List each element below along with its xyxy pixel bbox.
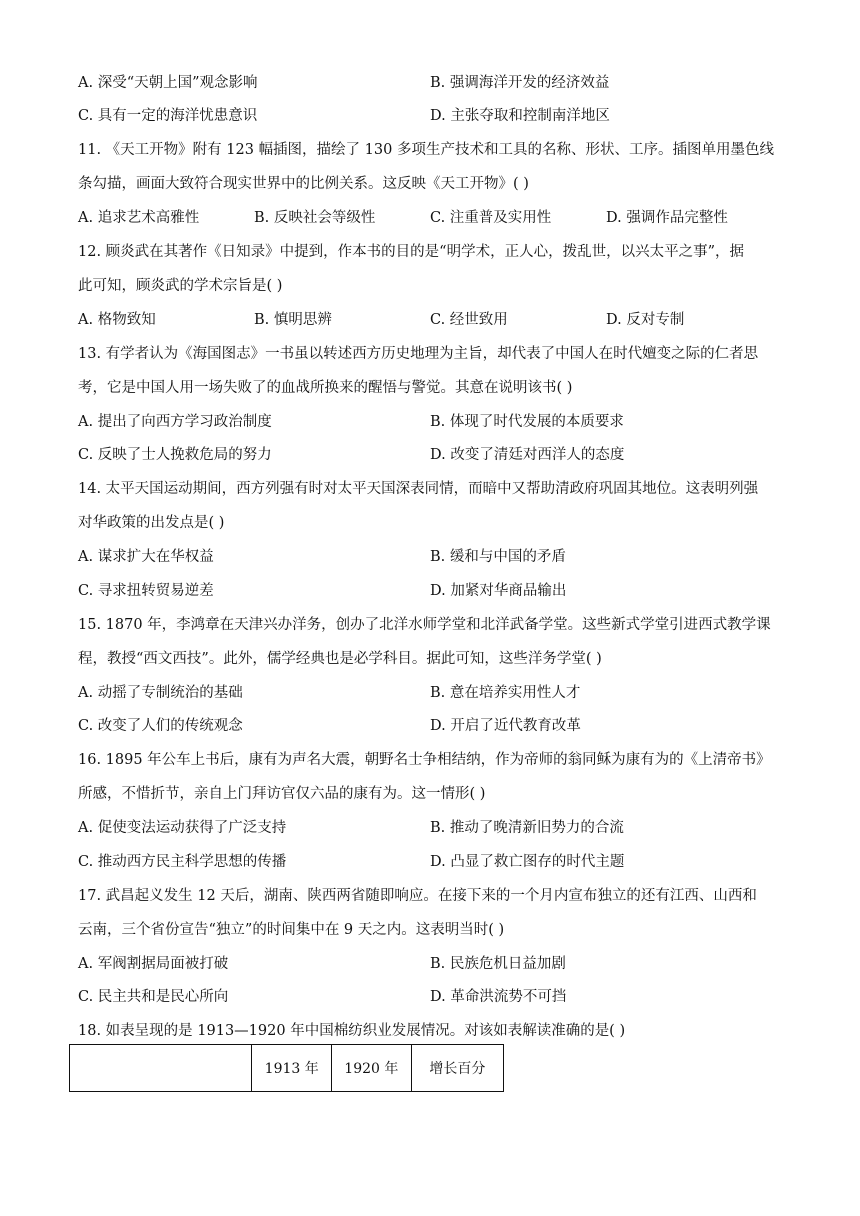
q11-option-d: D. 强调作品完整性 xyxy=(606,210,728,226)
q17-stem-line1: 17. 武昌起义发生 12 天后，湖南、陕西两省随即响应。在接下来的一个月内宣布独立的还有江西、山西和 xyxy=(78,888,757,904)
q15-option-b: B. 意在培养实用性人才 xyxy=(430,685,581,701)
q14-option-b: B. 缓和与中国的矛盾 xyxy=(430,549,566,565)
q16-option-b: B. 推动了晚清新旧势力的合流 xyxy=(430,820,624,836)
q13-stem-line2: 考，它是中国人用一场失败了的血战所换来的醒悟与警觉。其意在说明该书( ) xyxy=(78,380,573,396)
q11-options xyxy=(0,208,860,228)
q17-stem-line2: 云南，三个省份宣告“独立”的时间集中在 9 天之内。这表明当时( ) xyxy=(78,922,505,938)
cotton-industry-table xyxy=(69,1044,504,1092)
q17-option-a: A. 军阀割据局面被打破 xyxy=(78,956,229,972)
q12-option-d: D. 反对专制 xyxy=(606,312,685,328)
q16-option-c: C. 推动西方民主科学思想的传播 xyxy=(78,854,287,870)
q14-stem-line1: 14. 太平天国运动期间，西方列强有时对太平天国深表同情，而暗中又帮助清政府巩固其地位。这表明列强 xyxy=(78,481,759,497)
q13-stem-line1: 13. 有学者认为《海国图志》一书虽以转述西方历史地理为主旨，却代表了中国人在时代嬗变之际的仁者思 xyxy=(78,346,759,362)
table-header-1920: 1920 年 xyxy=(332,1045,412,1092)
table-header-growth: 增长百分 xyxy=(411,1045,503,1092)
q12-option-c: C. 经世致用 xyxy=(430,312,508,328)
q13-option-a: A. 提出了向西方学习政治制度 xyxy=(78,414,272,430)
q12-option-a: A. 格物致知 xyxy=(78,312,156,328)
q10-option-d: D. 主张夺取和控制南洋地区 xyxy=(430,108,610,124)
q15-option-c: C. 改变了人们的传统观念 xyxy=(78,718,243,734)
q15-stem-line1: 15. 1870 年，李鸿章在天津兴办洋务，创办了北洋水师学堂和北洋武备学堂。这些新式学堂引进西式教学课 xyxy=(78,617,771,633)
q16-stem-line1: 16. 1895 年公车上书后，康有为声名大震，朝野名士争相结纳，作为帝师的翁同稣为康有为的《上清帝书》 xyxy=(78,752,771,768)
q12-stem-line1: 12. 顾炎武在其著作《日知录》中提到，作本书的目的是“明学术，正人心，拨乱世，以兴太平之事”，据 xyxy=(78,244,744,260)
q13-option-c: C. 反映了士人挽救危局的努力 xyxy=(78,447,272,463)
q14-option-a: A. 谋求扩大在华权益 xyxy=(78,549,214,565)
q10-option-a: A. 深受“天朝上国”观念影响 xyxy=(78,75,258,91)
q16-option-d: D. 凸显了救亡图存的时代主题 xyxy=(430,854,625,870)
q12-stem-line2: 此可知，顾炎武的学术宗旨是( ) xyxy=(78,278,283,294)
q17-option-d: D. 革命洪流势不可挡 xyxy=(430,989,567,1005)
q14-option-c: C. 寻求扭转贸易逆差 xyxy=(78,583,214,599)
q14-option-d: D. 加紧对华商品输出 xyxy=(430,583,567,599)
q11-stem-line2: 条勾描，画面大致符合现实世界中的比例关系。这反映《天工开物》( ) xyxy=(78,176,529,192)
q14-stem-line2: 对华政策的出发点是( ) xyxy=(78,515,225,531)
table-header-1913: 1913 年 xyxy=(252,1045,332,1092)
q16-stem-line2: 所感，不惜折节，亲自上门拜访官仅六品的康有为。这一情形( ) xyxy=(78,786,486,802)
q17-option-c: C. 民主共和是民心所向 xyxy=(78,989,229,1005)
q13-option-b: B. 体现了时代发展的本质要求 xyxy=(430,414,624,430)
q15-stem-line2: 程，教授“西文西技”。此外，儒学经典也是必学科目。据此可知，这些洋务学堂( ) xyxy=(78,651,602,667)
table-header-empty xyxy=(70,1045,252,1092)
table-header-row xyxy=(70,1045,504,1092)
q11-option-c: C. 注重普及实用性 xyxy=(430,210,552,226)
q15-option-a: A. 动摇了专制统治的基础 xyxy=(78,685,243,701)
q13-option-d: D. 改变了清廷对西洋人的态度 xyxy=(430,447,625,463)
q12-options xyxy=(0,310,860,330)
q10-option-c: C. 具有一定的海洋忧患意识 xyxy=(78,108,258,124)
q18-stem: 18. 如表呈现的是 1913—1920 年中国棉纺织业发展情况。对该如表解读准确的是( ) xyxy=(78,1023,626,1039)
q12-option-b: B. 慎明思辨 xyxy=(254,312,332,328)
q11-option-a: A. 追求艺术高雅性 xyxy=(78,210,200,226)
q11-option-b: B. 反映社会等级性 xyxy=(254,210,376,226)
q11-stem-line1: 11. 《天工开物》附有 123 幅插图，描绘了 130 多项生产技术和工具的名称、形状、工序。插图单用墨色线 xyxy=(78,142,774,158)
q17-option-b: B. 民族危机日益加剧 xyxy=(430,956,566,972)
q10-option-b: B. 强调海洋开发的经济效益 xyxy=(430,75,610,91)
q16-option-a: A. 促使变法运动获得了广泛支持 xyxy=(78,820,287,836)
q15-option-d: D. 开启了近代教育改革 xyxy=(430,718,581,734)
